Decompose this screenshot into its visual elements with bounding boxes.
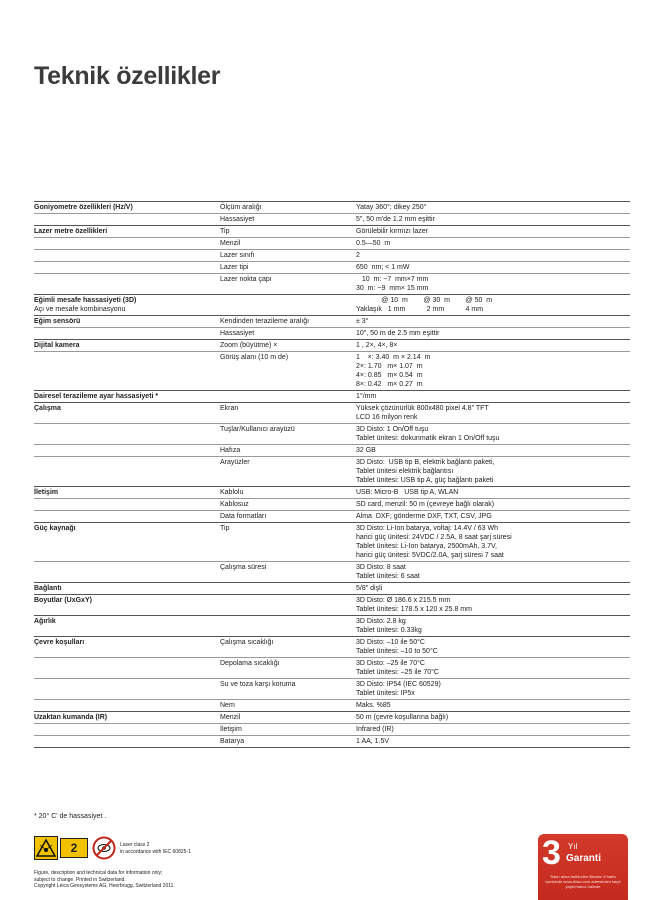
- spec-row: [34, 249, 630, 261]
- section-title: Dijital kamera: [34, 342, 80, 349]
- spec-row: [34, 523, 630, 561]
- spec-value-line: 3D Disto: 1 On/Off tuşu: [356, 426, 429, 433]
- spec-section: [34, 390, 630, 402]
- spec-value-line: 32 GB: [356, 447, 376, 454]
- spec-row: [34, 202, 630, 213]
- spec-value-line: 50 m (çevre koşullarına bağlı): [356, 714, 449, 721]
- spec-label: Kablolu: [220, 489, 244, 496]
- spec-row: [34, 423, 630, 444]
- spec-section: [34, 582, 630, 594]
- spec-value: [356, 700, 630, 711]
- spec-label: Kendinden terazileme aralığı: [220, 318, 310, 325]
- spec-section: [34, 225, 630, 294]
- spec-label: [220, 583, 356, 594]
- spec-value: [356, 295, 630, 315]
- spec-value-line: Tablet ünitesi: USB tip A, güç bağlantı paketi: [356, 477, 494, 484]
- spec-value: [356, 712, 630, 723]
- spec-label: [220, 616, 356, 636]
- laser-class-text: [120, 842, 260, 856]
- spec-section: [34, 594, 630, 615]
- spec-section: [34, 294, 630, 315]
- spec-label: Data formatları: [220, 513, 267, 520]
- spec-value-line: Tablet ünitesi: 178.5 x 120 x 25.8 mm: [356, 606, 472, 613]
- spec-value: [356, 595, 630, 615]
- section-title: Dairesel terazileme ayar hassasiyeti *: [34, 393, 159, 400]
- spec-value: [356, 499, 630, 510]
- spec-value: [356, 202, 630, 213]
- spec-row: [34, 595, 630, 615]
- section-title: Eğim sensörü: [34, 318, 81, 325]
- spec-label: Görüş alanı (10 m de): [220, 354, 289, 361]
- spec-label: Kablosuz: [220, 501, 249, 508]
- spec-value-line: harici güç ünitesi: 24VDC / 2.5A, 8 saat şarj süresi: [356, 534, 512, 541]
- spec-value-line: 2: [356, 252, 360, 259]
- spec-row: [34, 273, 630, 294]
- spec-section: [34, 402, 630, 486]
- spec-value-line: 8×: 0.42 m× 0.27 m: [356, 381, 423, 388]
- laser-warning-icon: [34, 836, 58, 860]
- spec-row: [34, 295, 630, 315]
- fine-print: [34, 870, 234, 890]
- section-name-cell: [34, 445, 220, 456]
- section-title: İletişim: [34, 489, 59, 496]
- spec-value: [356, 274, 630, 294]
- spec-label: Çalışma sıcaklığı: [220, 639, 274, 646]
- spec-value-line: Tablet ünitesi: 6 saat: [356, 573, 420, 580]
- spec-value-line: Yüksek çözünürlük 800x480 pixel 4.8" TFT: [356, 405, 489, 412]
- spec-value-line: @ 10 m @ 30 m @ 50 m: [356, 297, 493, 304]
- section-name-cell: [34, 202, 220, 213]
- spec-value-line: 1 , 2×, 4×, 8×: [356, 342, 398, 349]
- spec-value: [356, 487, 630, 498]
- section-title: Ağırlık: [34, 618, 56, 625]
- spec-label: Lazer nokta çapı: [220, 276, 272, 283]
- spec-value: [356, 250, 630, 261]
- spec-row: [34, 316, 630, 327]
- spec-label: Çalışma süresi: [220, 564, 267, 571]
- spec-value-line: Tablet ünitesi: 0.33kg: [356, 627, 422, 634]
- spec-value-line: 3D Disto: –10 ile 50°C: [356, 639, 425, 646]
- spec-value: [356, 562, 630, 582]
- spec-section: [34, 711, 630, 747]
- spec-value: [356, 724, 630, 735]
- spec-value: [356, 214, 630, 225]
- spec-row: [34, 657, 630, 678]
- spec-label: Lazer sınıfı: [220, 252, 255, 259]
- spec-section: [34, 636, 630, 711]
- section-name-cell: [34, 499, 220, 510]
- section-title: Lazer metre özellikleri: [34, 228, 108, 235]
- spec-value-line: harici güç ünitesi: 5VDC/2.0A, şarj süresi 7 saat: [356, 552, 504, 559]
- spec-value-line: 4×: 0.85 m× 0.54 m: [356, 372, 423, 379]
- spec-row: [34, 487, 630, 498]
- section-name-cell: [34, 238, 220, 249]
- spec-value: [356, 403, 630, 423]
- spec-value-line: Infrared (IR): [356, 726, 394, 733]
- spec-value-line: Yatay 360°; dikey 250°: [356, 204, 427, 211]
- section-name-cell: [34, 274, 220, 294]
- warranty-badge: [538, 834, 628, 900]
- spec-value: [356, 226, 630, 237]
- section-title: Boyutlar (UxGxY): [34, 597, 92, 604]
- spec-value: [356, 679, 630, 699]
- spec-value-line: 3D Disto: 2.8 kg: [356, 618, 406, 625]
- spec-value-line: Yaklaşık 1 mm 2 mm 4 mm: [356, 306, 484, 313]
- spec-value: [356, 340, 630, 351]
- spec-row: [34, 616, 630, 636]
- section-name-cell: [34, 616, 220, 636]
- spec-value: [356, 637, 630, 657]
- spec-row: [34, 391, 630, 402]
- laser-standard-line: in accordance with IEC 60825-1: [120, 849, 191, 855]
- section-name-cell: [34, 457, 220, 486]
- warranty-label: Garanti: [566, 853, 602, 864]
- section-name-cell: [34, 658, 220, 678]
- spec-row: [34, 226, 630, 237]
- laser-class-badge: 2: [60, 838, 88, 858]
- spec-value-line: 1 AA, 1.5V: [356, 738, 390, 745]
- spec-value-line: Tablet ünitesi: –10 to 50°C: [356, 648, 438, 655]
- spec-value-line: Tablet ünitesi: dokunmatik ekran 1 On/Off tuşu: [356, 435, 500, 442]
- section-title: Uzaktan kumanda (IR): [34, 714, 108, 721]
- section-name-cell: [34, 595, 220, 615]
- spec-label: [220, 295, 356, 315]
- spec-row: [34, 498, 630, 510]
- spec-value: [356, 424, 630, 444]
- spec-value-line: 3D Disto: –25 ile 70°C: [356, 660, 425, 667]
- section-name-cell: [34, 226, 220, 237]
- spec-value-line: 30 m: ~9 mm× 15 mm: [356, 285, 429, 292]
- spec-value: [356, 328, 630, 339]
- spec-row: [34, 261, 630, 273]
- spec-label: İletişim: [220, 726, 242, 733]
- spec-value: [356, 445, 630, 456]
- section-name-cell: [34, 316, 220, 327]
- spec-value: [356, 523, 630, 561]
- spec-label: Arayüzler: [220, 459, 250, 466]
- spec-label: Zoom (büyütme) ×: [220, 342, 278, 349]
- no-stare-eye-icon: [92, 836, 116, 860]
- section-name-cell: [34, 712, 220, 723]
- spec-table: [34, 201, 630, 748]
- section-name-cell: [34, 562, 220, 582]
- spec-label: Tip: [220, 228, 230, 235]
- spec-value-line: Görülebilir kırmızı lazer: [356, 228, 428, 235]
- section-name-cell: [34, 403, 220, 423]
- section-name-cell: [34, 352, 220, 390]
- spec-row: [34, 213, 630, 225]
- spec-value-line: 5/8" dişli: [356, 585, 383, 592]
- spec-row: [34, 444, 630, 456]
- spec-row: [34, 583, 630, 594]
- spec-label: Hassasiyet: [220, 330, 255, 337]
- spec-row: [34, 237, 630, 249]
- spec-row: [34, 699, 630, 711]
- spec-row: [34, 510, 630, 522]
- spec-label: Hafıza: [220, 447, 241, 454]
- spec-row: [34, 712, 630, 723]
- spec-row: [34, 351, 630, 390]
- spec-value-line: 3D Disto: IP54 (IEC 60529): [356, 681, 441, 688]
- spec-label: Lazer tipi: [220, 264, 249, 271]
- spec-value-line: 10 m: ~7 mm×7 mm: [356, 276, 429, 283]
- section-name-cell: [34, 328, 220, 339]
- section-name-cell: [34, 250, 220, 261]
- table-bottom-rule: [34, 747, 630, 748]
- section-title: Goniyometre özellikleri (Hz/V): [34, 204, 133, 211]
- footnote: * 20° C' de hassasiyet .: [34, 813, 107, 820]
- spec-label: Menzil: [220, 714, 241, 721]
- section-name-cell: [34, 262, 220, 273]
- warranty-year-label: Yıl: [568, 842, 578, 851]
- spec-label: [220, 595, 356, 615]
- spec-section: [34, 315, 630, 339]
- spec-label: Nem: [220, 702, 235, 709]
- section-name-cell: [34, 214, 220, 225]
- spec-value-line: 0.5—50 m: [356, 240, 391, 247]
- spec-value-line: Maks. %85: [356, 702, 391, 709]
- spec-label: [220, 391, 356, 402]
- spec-row: [34, 340, 630, 351]
- spec-value: [356, 457, 630, 486]
- spec-row: [34, 561, 630, 582]
- spec-value: [356, 583, 630, 594]
- spec-value: [356, 391, 630, 402]
- section-name-cell: [34, 511, 220, 522]
- section-name-cell: [34, 523, 220, 561]
- spec-row: [34, 403, 630, 423]
- spec-section: [34, 615, 630, 636]
- spec-label: Depolama sıcaklığı: [220, 660, 280, 667]
- spec-value-line: Alma DXF; gönderme DXF, TXT, CSV, JPG: [356, 513, 492, 520]
- spec-row: [34, 637, 630, 657]
- section-name-cell: [34, 724, 220, 735]
- section-title: Çevre koşulları: [34, 639, 85, 646]
- spec-row: [34, 456, 630, 486]
- spec-value-line: 10", 50 m de 2.5 mm eşittir: [356, 330, 440, 337]
- spec-section: [34, 201, 630, 225]
- spec-value: [356, 352, 630, 390]
- section-title: Çalışma: [34, 405, 61, 412]
- page-title: Teknik özellikler: [34, 62, 221, 90]
- spec-value-line: USB: Micro-B USB tip A, WLAN: [356, 489, 459, 496]
- spec-label: Tuşlar/Kullanıcı arayüzü: [220, 426, 295, 433]
- warranty-text: Satın alma tarihinden itibaren 8 hafta içerisinde www.disto.com adresinden kayıt yaptırmanız halinde: [545, 874, 621, 889]
- section-title: Bağlantı: [34, 585, 62, 592]
- laser-class-line: Laser class 2: [120, 842, 150, 848]
- section-name-cell: [34, 295, 220, 315]
- spec-value: [356, 511, 630, 522]
- spec-value-line: SD card, menzil: 50 m (çevreye bağlı olarak): [356, 501, 495, 508]
- spec-value: [356, 658, 630, 678]
- section-name-cell: [34, 736, 220, 747]
- spec-row: [34, 327, 630, 339]
- spec-value-line: 3D Disto: 8 saat: [356, 564, 406, 571]
- spec-section: [34, 486, 630, 522]
- spec-value: [356, 616, 630, 636]
- spec-value-line: ± 3°: [356, 318, 369, 325]
- section-name-cell: [34, 340, 220, 351]
- spec-label: Tip: [220, 525, 230, 532]
- spec-value-line: 1°/mm: [356, 393, 377, 400]
- spec-label: Menzil: [220, 240, 241, 247]
- spec-value-line: 5", 50 m'de 1.2 mm eşittir: [356, 216, 435, 223]
- spec-value: [356, 316, 630, 327]
- fine-print-line: Copyright Leica Geosystems AG, Heerbrugg, Switzerland 2011: [34, 883, 174, 889]
- section-name-cell: [34, 637, 220, 657]
- spec-label: Ölçüm aralığı: [220, 204, 262, 211]
- spec-section: [34, 522, 630, 582]
- spec-value-line: 3D Disto: Ø 186.6 x 215.5 mm: [356, 597, 451, 604]
- spec-value: [356, 736, 630, 747]
- fine-print-line: subject to change. Printed in Switzerland.: [34, 876, 126, 883]
- spec-value-line: 2×: 1.70 m× 1.07 m: [356, 363, 423, 370]
- spec-value-line: LCD 16 milyon renk: [356, 414, 418, 421]
- section-name-cell: [34, 679, 220, 699]
- section-name-cell: [34, 487, 220, 498]
- spec-value: [356, 262, 630, 273]
- warranty-number: 3: [542, 834, 561, 872]
- spec-row: [34, 678, 630, 699]
- spec-section: [34, 339, 630, 390]
- spec-label: Ekran: [220, 405, 239, 412]
- section-name-cell: [34, 391, 220, 402]
- spec-row: [34, 735, 630, 747]
- fine-print-line: Figure, description and technical data for information only;: [34, 870, 163, 876]
- spec-label: Batarya: [220, 738, 245, 745]
- section-title: Güç kaynağı: [34, 525, 76, 532]
- spec-value-line: Tablet ünitesi: –25 ile 70°C: [356, 669, 439, 676]
- spec-label: Hassasiyet: [220, 216, 255, 223]
- section-subtitle: Açı ve mesafe kombinasyonu: [34, 306, 126, 313]
- spec-value: [356, 238, 630, 249]
- section-name-cell: [34, 424, 220, 444]
- spec-value-line: 650 nm; < 1 mW: [356, 264, 410, 271]
- spec-value-line: 1 ×: 3.40 m × 2.14 m: [356, 354, 431, 361]
- spec-row: [34, 723, 630, 735]
- spec-value-line: Tablet ünitesi: Li-Ion batarya, 2500mAh, 3.7V,: [356, 543, 497, 550]
- spec-value-line: Tablet ünitesi: IP5x: [356, 690, 415, 697]
- spec-value-line: 3D Disto: USB tip B, elektrik bağlantı paketi,: [356, 459, 495, 466]
- section-name-cell: [34, 583, 220, 594]
- spec-value-line: Tablet ünitesi elektrik bağlantısı: [356, 468, 454, 475]
- section-title: Eğimli mesafe hassasiyeti (3D): [34, 297, 137, 304]
- spec-label: Su ve toza karşı koruma: [220, 681, 296, 688]
- spec-value-line: 3D Disto: Li-Ion batarya, voltaj: 14.4V / 63 Wh: [356, 525, 499, 532]
- section-name-cell: [34, 700, 220, 711]
